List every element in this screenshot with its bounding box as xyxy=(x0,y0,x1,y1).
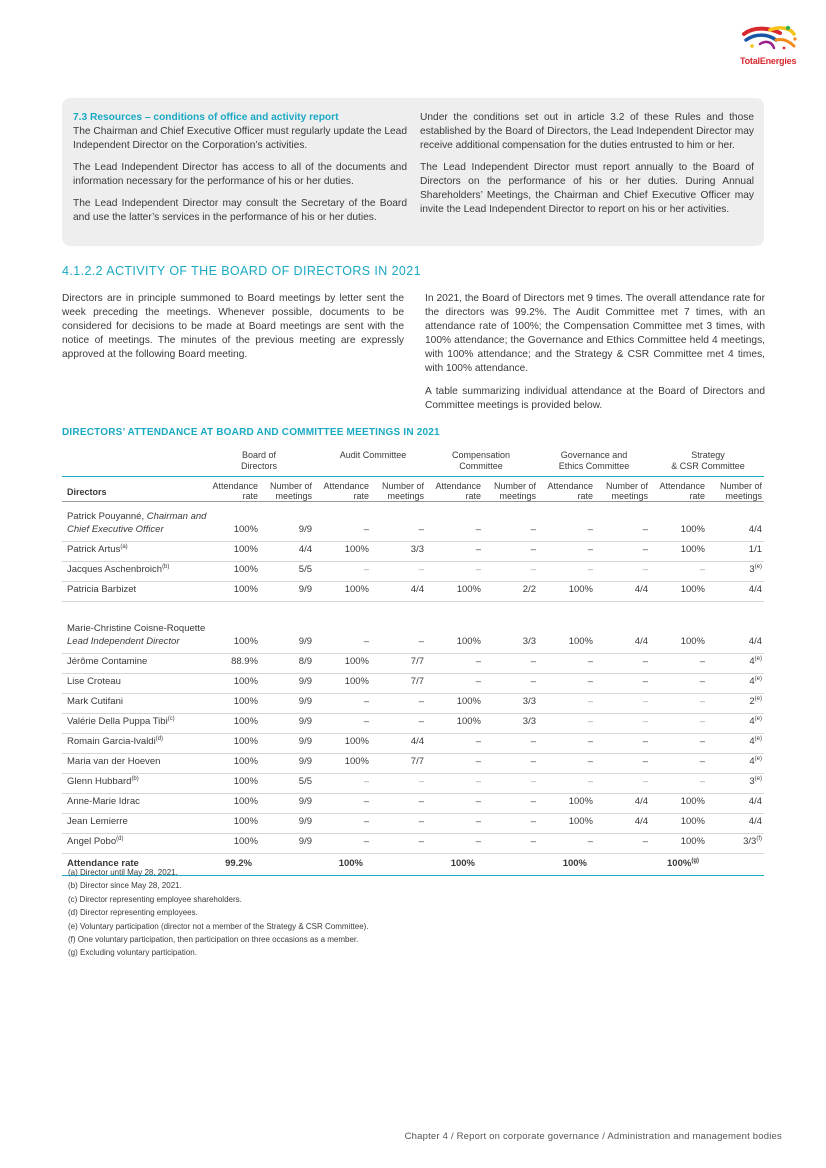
table-row xyxy=(62,794,764,814)
attendance-rate-cell: – xyxy=(363,636,369,647)
table-row xyxy=(62,754,764,774)
meetings-cell: – xyxy=(418,816,424,827)
footnote: (b) Director since May 28, 2021. xyxy=(68,881,182,891)
attendance-rate-cell: – xyxy=(587,756,593,767)
table-body xyxy=(62,502,764,876)
meetings-cell: – xyxy=(642,676,648,687)
meetings-cell: 4$^{(e)}$ xyxy=(749,756,762,767)
paragraph: A table summarizing individual attendance at the Board of Directors and Committee meetings is provided below. xyxy=(425,385,765,411)
meetings-cell: 4/4 xyxy=(298,544,312,555)
meetings-cell: – xyxy=(418,564,424,575)
logo-text: TotalEnergies xyxy=(740,56,797,66)
attendance-rate-cell: – xyxy=(363,816,369,827)
director-name: Lise Croteau xyxy=(67,675,121,687)
attendance-rate-cell: – xyxy=(363,776,369,787)
attendance-rate-cell: – xyxy=(475,564,481,575)
group-header-board: Board of Directors xyxy=(240,450,277,471)
meetings-cell: 4$^{(e)}$ xyxy=(749,716,762,727)
attendance-rate-cell: 100% xyxy=(456,696,481,707)
attendance-rate-cell: – xyxy=(699,676,705,687)
footnote: (a) Director until May 28, 2021. xyxy=(68,868,178,877)
attendance-rate-cell: – xyxy=(475,544,481,555)
director-name: Jacques Aschenbroich$^{(b)}$ xyxy=(67,563,170,575)
paragraph: Directors are in principle summoned to Board meetings by letter sent the week preceding the meetings. Whenever possible, documents to be considered for decisions to be made at Board meetings are sent with the notice of meetings. The minutes of the previous meeting are expressly approved at the following Board meeting. xyxy=(62,293,404,361)
attendance-table xyxy=(62,448,764,876)
attendance-rate-cell: 100% xyxy=(233,736,258,747)
attendance-rate-cell: – xyxy=(587,656,593,667)
director-name: Marie-Christine Coisne-Roquette Lead Independent Director xyxy=(67,623,206,647)
group-header-strategy: Strategy & CSR Committee xyxy=(671,450,745,471)
meetings-cell: 3/3$^{(f)}$ xyxy=(743,836,762,847)
table-row xyxy=(62,502,764,542)
attendance-rate-cell: 100% xyxy=(680,584,705,595)
meetings-cell: 9/9 xyxy=(298,716,312,727)
section-title: 4.1.2.2 ACTIVITY OF THE BOARD OF DIRECTORS IN 2021 xyxy=(62,264,421,278)
meetings-cell: – xyxy=(642,756,648,767)
footnotes xyxy=(68,866,369,960)
attendance-rate-cell: 100% xyxy=(680,636,705,647)
attendance-rate-cell: 100% xyxy=(680,816,705,827)
box-paragraph: The Chairman and Chief Executive Officer must regularly update the Lead Independent Director on the Corporation’s activities. xyxy=(73,126,407,151)
attendance-rate-cell: – xyxy=(475,816,481,827)
column-header-attendance-rate: Attendance rate xyxy=(659,481,705,501)
attendance-rate-cell: 100% xyxy=(568,816,593,827)
attendance-rate-cell: – xyxy=(699,736,705,747)
meetings-cell: 2/2 xyxy=(522,584,536,595)
footnote: (e) Voluntary participation (director not a member of the Strategy & CSR Committee). xyxy=(68,921,369,931)
column-header-attendance-rate: Attendance rate xyxy=(547,481,593,501)
meetings-cell: 4/4 xyxy=(410,736,424,747)
meetings-cell: 5/5 xyxy=(298,776,312,787)
meetings-cell: 3/3 xyxy=(522,636,536,647)
total-attendance-rate-audit: 100% xyxy=(338,858,363,869)
footnote: (f) One voluntary participation, then participation on three occasions as a member. xyxy=(68,935,359,945)
attendance-rate-cell: – xyxy=(587,564,593,575)
meetings-cell: 9/9 xyxy=(298,756,312,767)
attendance-rate-cell: – xyxy=(699,656,705,667)
meetings-cell: 9/9 xyxy=(298,736,312,747)
attendance-rate-cell: 100% xyxy=(680,796,705,807)
meetings-cell: – xyxy=(418,696,424,707)
meetings-cell: 9/9 xyxy=(298,524,312,535)
meetings-cell: – xyxy=(642,776,648,787)
attendance-rate-cell: 100% xyxy=(233,676,258,687)
column-header-directors: Directors xyxy=(67,487,107,497)
meetings-cell: 4/4 xyxy=(410,584,424,595)
box-title: 7.3 Resources – conditions of office and activity report xyxy=(73,112,339,123)
group-header-compensation: Compensation Committee xyxy=(451,450,511,471)
meetings-cell: 3$^{(e)}$ xyxy=(749,564,762,575)
attendance-rate-cell: 100% xyxy=(344,736,369,747)
column-header-attendance-rate: Attendance rate xyxy=(323,481,369,501)
footnote: (g) Excluding voluntary participation. xyxy=(68,948,197,958)
column-header-number-of-meetings: Number of meetings xyxy=(269,481,312,501)
attendance-rate-cell: 100% xyxy=(233,584,258,595)
right-text-column xyxy=(425,292,765,421)
meetings-cell: – xyxy=(642,564,648,575)
attendance-rate-cell: 100% xyxy=(233,564,258,575)
attendance-rate-cell: 100% xyxy=(680,544,705,555)
table-row xyxy=(62,714,764,734)
attendance-rate-cell: 100% xyxy=(456,636,481,647)
table-row xyxy=(62,562,764,582)
meetings-cell: – xyxy=(530,544,536,555)
meetings-cell: – xyxy=(530,656,536,667)
director-name: Glenn Hubbard$^{(b)}$ xyxy=(67,775,139,787)
meetings-cell: 9/9 xyxy=(298,836,312,847)
meetings-cell: 3$^{(e)}$ xyxy=(749,776,762,787)
attendance-rate-cell: 100% xyxy=(233,796,258,807)
meetings-cell: – xyxy=(530,524,536,535)
attendance-rate-cell: 100% xyxy=(344,584,369,595)
box-paragraph: The Lead Independent Director must report annually to the Board of Directors on the performance of his or her duties. During Annual Shareholders’ Meetings, the Chairman and Chief Executive Officer may invite the Lead Independent Director to report on his or her activities. xyxy=(420,162,754,215)
meetings-cell: – xyxy=(642,716,648,727)
attendance-rate-cell: 100% xyxy=(680,524,705,535)
box-paragraph: The Lead Independent Director may consult the Secretary of the Board and use the latter’s services in the performance of his or her duties. xyxy=(73,198,407,223)
meetings-cell: – xyxy=(642,544,648,555)
attendance-rate-cell: 100% xyxy=(233,836,258,847)
meetings-cell: 8/9 xyxy=(298,656,312,667)
meetings-cell: – xyxy=(642,736,648,747)
attendance-rate-cell: 100% xyxy=(456,584,481,595)
attendance-rate-cell: 100% xyxy=(233,636,258,647)
attendance-rate-cell: – xyxy=(475,836,481,847)
footnote: (c) Director representing employee shareholders. xyxy=(68,894,242,904)
attendance-rate-cell: 100% xyxy=(233,716,258,727)
meetings-cell: 7/7 xyxy=(410,676,424,687)
logo-mark-icon xyxy=(740,24,800,54)
attendance-rate-cell: – xyxy=(587,524,593,535)
director-role: Chairman and Chief Executive Officer xyxy=(67,511,207,535)
table-row xyxy=(62,602,764,654)
meetings-cell: – xyxy=(530,796,536,807)
meetings-cell: 4/4 xyxy=(748,816,762,827)
meetings-cell: 5/5 xyxy=(298,564,312,575)
meetings-cell: – xyxy=(418,716,424,727)
attendance-rate-cell: 100% xyxy=(233,544,258,555)
attendance-rate-cell: 100% xyxy=(568,584,593,595)
attendance-rate-cell: 100% xyxy=(344,544,369,555)
meetings-cell: 4/4 xyxy=(748,796,762,807)
attendance-rate-cell: – xyxy=(587,736,593,747)
director-name: Angel Pobo$^{(d)}$ xyxy=(67,835,124,847)
group-header-audit: Audit Committee xyxy=(339,450,407,460)
meetings-cell: – xyxy=(418,636,424,647)
meetings-cell: 4/4 xyxy=(634,816,648,827)
meetings-cell: 1/1 xyxy=(748,544,762,555)
director-name: Anne-Marie Idrac xyxy=(67,795,140,807)
attendance-rate-cell: – xyxy=(475,524,481,535)
attendance-rate-cell: – xyxy=(363,796,369,807)
attendance-rate-cell: – xyxy=(363,564,369,575)
attendance-rate-cell: – xyxy=(699,756,705,767)
meetings-cell: – xyxy=(418,836,424,847)
attendance-rate-cell: – xyxy=(587,544,593,555)
attendance-rate-cell: – xyxy=(587,676,593,687)
totalenergies-logo xyxy=(738,24,802,70)
footnote: (d) Director representing employees. xyxy=(68,908,198,918)
attendance-rate-cell: 100% xyxy=(233,776,258,787)
table-row xyxy=(62,774,764,794)
total-attendance-rate-comp: 100% xyxy=(450,858,475,869)
attendance-rate-cell: – xyxy=(475,656,481,667)
attendance-rate-cell: – xyxy=(587,696,593,707)
meetings-cell: 7/7 xyxy=(410,756,424,767)
meetings-cell: – xyxy=(530,756,536,767)
director-name: Jean Lemierre xyxy=(67,815,128,827)
meetings-cell: – xyxy=(530,776,536,787)
attendance-rate-cell: – xyxy=(475,776,481,787)
box-paragraph: The Lead Independent Director has access to all of the documents and information necessary for the performance of his or her duties. xyxy=(73,162,407,187)
meetings-cell: 9/9 xyxy=(298,636,312,647)
attendance-rate-cell: 100% xyxy=(344,756,369,767)
meetings-cell: 9/9 xyxy=(298,816,312,827)
meetings-cell: 2$^{(e)}$ xyxy=(749,696,762,707)
column-header-attendance-rate: Attendance rate xyxy=(212,481,258,501)
meetings-cell: 9/9 xyxy=(298,796,312,807)
group-header-governance: Governance and Ethics Committee xyxy=(558,450,630,471)
column-header-number-of-meetings: Number of meetings xyxy=(381,481,424,501)
paragraph: In 2021, the Board of Directors met 9 times. The overall attendance rate for the directors was 99.2%. The Audit Committee met 7 times, with an attendance rate of 100%; the Compensation Committee met 3 times, with 100% attendance; the Governance and Ethics Committee held 4 meetings, with 100% attendance; and the Strategy & CSR Committee met 4 times, with 100% attendance. xyxy=(425,293,765,375)
attendance-rate-cell: – xyxy=(587,716,593,727)
attendance-rate-cell: – xyxy=(363,696,369,707)
table-row xyxy=(62,814,764,834)
meetings-cell: 4/4 xyxy=(748,636,762,647)
box-left-column xyxy=(73,111,407,233)
table-title: DIRECTORS’ ATTENDANCE AT BOARD AND COMMITTEE MEETINGS IN 2021 xyxy=(62,427,440,438)
meetings-cell: – xyxy=(418,776,424,787)
meetings-cell: 4/4 xyxy=(748,584,762,595)
column-header-number-of-meetings: Number of meetings xyxy=(605,481,648,501)
box-right-column xyxy=(420,111,754,225)
table-row xyxy=(62,694,764,714)
attendance-rate-cell: – xyxy=(475,676,481,687)
attendance-rate-cell: 100% xyxy=(233,756,258,767)
column-header-attendance-rate: Attendance rate xyxy=(435,481,481,501)
box-paragraph: Under the conditions set out in article 3.2 of these Rules and those established by the Board of Directors, the Lead Independent Director may receive additional compensation for the duties entrusted to him or her. xyxy=(420,112,754,151)
meetings-cell: – xyxy=(530,816,536,827)
meetings-cell: – xyxy=(418,796,424,807)
attendance-rate-cell: 100% xyxy=(568,796,593,807)
meetings-cell: – xyxy=(418,524,424,535)
meetings-cell: 3/3 xyxy=(410,544,424,555)
meetings-cell: 9/9 xyxy=(298,676,312,687)
resources-box xyxy=(62,98,764,246)
attendance-rate-cell: – xyxy=(475,756,481,767)
director-name: Valérie Della Puppa Tibi$^{(c)}$ xyxy=(67,715,175,727)
attendance-rate-cell: – xyxy=(587,776,593,787)
attendance-rate-cell: 100% xyxy=(233,696,258,707)
meetings-cell: – xyxy=(530,676,536,687)
attendance-rate-cell: – xyxy=(699,564,705,575)
attendance-rate-cell: 100% xyxy=(456,716,481,727)
meetings-cell: – xyxy=(642,524,648,535)
meetings-cell: 4/4 xyxy=(634,796,648,807)
column-header-row xyxy=(62,476,764,502)
meetings-cell: 4/4 xyxy=(748,524,762,535)
table-row xyxy=(62,582,764,602)
attendance-rate-cell: 100% xyxy=(568,636,593,647)
meetings-cell: – xyxy=(642,836,648,847)
attendance-rate-cell: – xyxy=(363,716,369,727)
meetings-cell: – xyxy=(530,736,536,747)
meetings-cell: 4$^{(e)}$ xyxy=(749,656,762,667)
meetings-cell: 3/3 xyxy=(522,696,536,707)
meetings-cell: – xyxy=(642,656,648,667)
meetings-cell: – xyxy=(530,564,536,575)
attendance-rate-cell: 100% xyxy=(344,676,369,687)
attendance-rate-cell: – xyxy=(475,736,481,747)
column-header-number-of-meetings: Number of meetings xyxy=(493,481,536,501)
meetings-cell: 9/9 xyxy=(298,584,312,595)
left-text-column xyxy=(62,292,404,370)
meetings-cell: – xyxy=(642,696,648,707)
attendance-rate-cell: – xyxy=(363,836,369,847)
attendance-rate-cell: 100% xyxy=(233,524,258,535)
total-attendance-rate-board: 99.2% xyxy=(225,858,252,869)
meetings-cell: 9/9 xyxy=(298,696,312,707)
meetings-cell: – xyxy=(530,836,536,847)
total-attendance-rate-gov: 100% xyxy=(562,858,587,869)
attendance-rate-cell: – xyxy=(363,524,369,535)
meetings-cell: 4$^{(e)}$ xyxy=(749,736,762,747)
director-name: Patricia Barbizet xyxy=(67,583,137,595)
attendance-rate-cell: 100% xyxy=(233,816,258,827)
column-header-number-of-meetings: Number of meetings xyxy=(719,481,762,501)
attendance-rate-cell: – xyxy=(587,836,593,847)
meetings-cell: 7/7 xyxy=(410,656,424,667)
total-attendance-rate-strat: 100%$^{(g)}$ xyxy=(667,858,699,869)
table-row xyxy=(62,674,764,694)
table-row xyxy=(62,734,764,754)
director-name: Romain Garcia-Ivaldi$^{(d)}$ xyxy=(67,735,164,747)
table-row xyxy=(62,542,764,562)
attendance-rate-cell: – xyxy=(699,696,705,707)
attendance-rate-cell: 88.9% xyxy=(231,656,258,667)
meetings-cell: 3/3 xyxy=(522,716,536,727)
attendance-rate-cell: 100% xyxy=(680,836,705,847)
meetings-cell: 4$^{(e)}$ xyxy=(749,676,762,687)
meetings-cell: 4/4 xyxy=(634,636,648,647)
attendance-rate-cell: – xyxy=(475,796,481,807)
director-name: Jérôme Contamine xyxy=(67,655,148,667)
attendance-rate-cell: – xyxy=(699,716,705,727)
director-name: Maria van der Hoeven xyxy=(67,755,161,767)
attendance-rate-cell: – xyxy=(699,776,705,787)
table-row xyxy=(62,834,764,854)
meetings-cell: 4/4 xyxy=(634,584,648,595)
director-role: Lead Independent Director xyxy=(67,635,180,647)
attendance-rate-cell: 100% xyxy=(344,656,369,667)
director-name: Patrick Artus$^{(a)}$ xyxy=(67,543,128,555)
page-footer: Chapter 4 / Report on corporate governance / Administration and management bodies xyxy=(404,1131,782,1142)
total-label: Attendance rate xyxy=(67,857,139,869)
table-row xyxy=(62,654,764,674)
director-name: Mark Cutifani xyxy=(67,695,123,707)
group-header-row xyxy=(62,448,764,476)
director-name: Patrick Pouyanné, Chairman and Chief Executive Officer xyxy=(67,511,207,535)
